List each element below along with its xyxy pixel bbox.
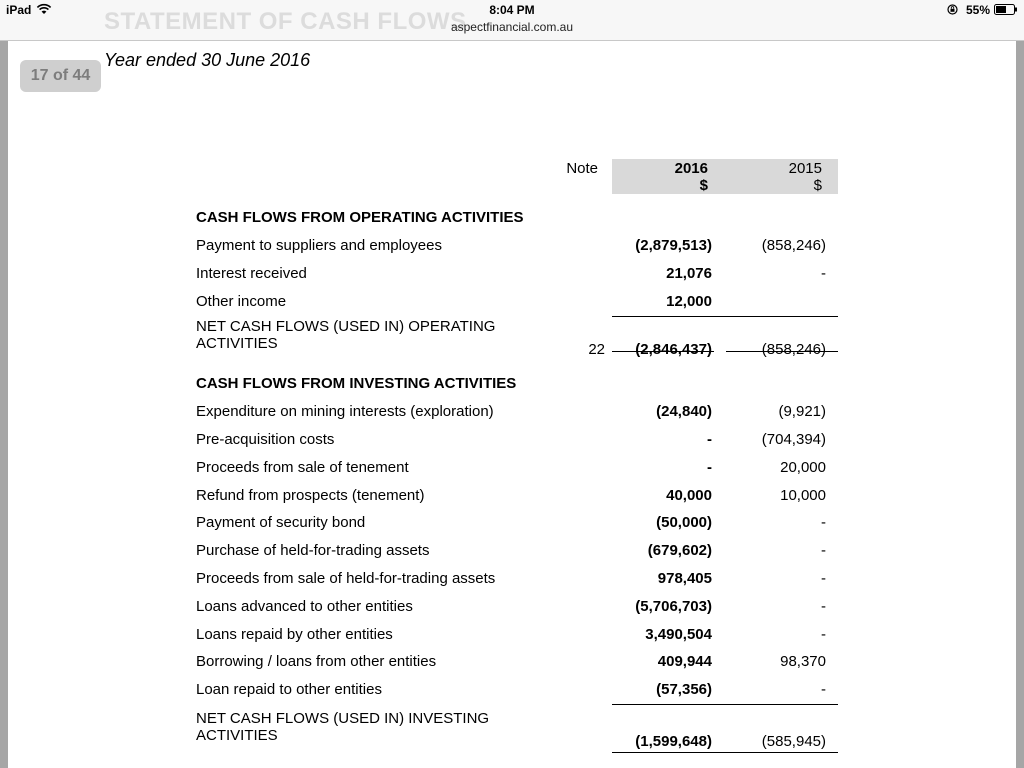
table-row <box>0 487 1024 509</box>
investing-total-row <box>0 710 1024 750</box>
value-2016: 409,944 <box>657 653 712 670</box>
operating-total-row <box>0 318 1024 358</box>
row-label: Loan repaid to other entities <box>196 681 382 698</box>
value-2015: 98,370 <box>780 653 826 670</box>
value-2016: 978,405 <box>657 570 712 587</box>
value-2016: (679,602) <box>647 542 712 559</box>
table-row <box>0 403 1024 425</box>
investing-section-heading: CASH FLOWS FROM INVESTING ACTIVITIES <box>196 375 517 392</box>
year-2015-header <box>726 160 822 194</box>
address-bar[interactable] <box>0 20 1024 34</box>
table-row <box>0 653 1024 675</box>
value-2015: - <box>821 681 826 698</box>
value-2016: (5,706,703) <box>635 598 712 615</box>
row-label: Loans advanced to other entities <box>196 598 413 615</box>
value-2016: (50,000) <box>656 514 712 531</box>
value-2015: 10,000 <box>780 487 826 504</box>
value-2016: 21,076 <box>666 265 712 282</box>
table-row <box>0 237 1024 259</box>
row-label: Proceeds from sale of tenement <box>196 459 409 476</box>
row-label: Loans repaid by other entities <box>196 626 393 643</box>
value-2016: 3,490,504 <box>645 626 712 643</box>
value-2015: (704,394) <box>761 431 826 448</box>
value-2015: - <box>821 598 826 615</box>
total-rule-2015 <box>726 351 838 352</box>
value-2016: (24,840) <box>656 403 712 420</box>
year-2015-label: 2015 <box>788 160 822 177</box>
value-2016: (2,879,513) <box>635 237 712 254</box>
device-label: iPad <box>6 3 32 17</box>
total-value-2015: (585,945) <box>761 733 826 750</box>
table-row <box>0 293 1024 315</box>
value-2016: (57,356) <box>656 681 712 698</box>
total-rule <box>612 752 838 753</box>
total-label: NET CASH FLOWS (USED IN) INVESTING ACTIVITIES <box>196 710 490 744</box>
value-2015: - <box>821 570 826 587</box>
note-column-header: Note <box>566 160 598 177</box>
clock: 8:04 PM <box>489 3 535 17</box>
table-row <box>0 265 1024 287</box>
total-rule-2016 <box>612 351 714 352</box>
value-2016: 12,000 <box>666 293 712 310</box>
row-label: Pre-acquisition costs <box>196 431 335 448</box>
table-row <box>0 681 1024 703</box>
row-label: Other income <box>196 293 287 310</box>
table-row <box>0 431 1024 453</box>
total-value-2015: (858,246) <box>761 341 826 358</box>
subtotal-rule <box>612 704 838 705</box>
year-2016-unit: $ <box>699 177 708 194</box>
value-2015: (858,246) <box>761 237 826 254</box>
value-2016: - <box>707 431 712 448</box>
year-2015-unit: $ <box>813 177 822 194</box>
year-2016-header <box>612 160 708 194</box>
row-label: Proceeds from sale of held-for-trading assets <box>196 570 496 587</box>
value-2015: - <box>821 514 826 531</box>
row-label: Purchase of held-for-trading assets <box>196 542 430 559</box>
row-label: Payment to suppliers and employees <box>196 237 442 254</box>
total-value-2016: (2,846,437) <box>635 341 712 358</box>
table-row <box>0 542 1024 564</box>
operating-section-heading: CASH FLOWS FROM OPERATING ACTIVITIES <box>196 209 524 226</box>
url-text: aspectfinancial.com.au <box>450 20 574 34</box>
year-2016-label: 2016 <box>674 160 708 177</box>
statement-subtitle: Year ended 30 June 2016 <box>104 50 311 70</box>
page-counter: 17 of 44 <box>20 60 101 92</box>
total-label: NET CASH FLOWS (USED IN) OPERATING ACTIVITIES <box>196 318 496 352</box>
value-2015: - <box>821 265 826 282</box>
orientation-lock-icon <box>947 4 958 15</box>
table-row <box>0 459 1024 481</box>
battery-percent: 55% <box>966 3 991 17</box>
value-2015: - <box>821 542 826 559</box>
total-note: 22 <box>588 341 605 358</box>
value-2015: - <box>821 626 826 643</box>
row-label: Payment of security bond <box>196 514 366 531</box>
row-label: Refund from prospects (tenement) <box>196 487 425 504</box>
status-bar <box>0 0 1024 41</box>
row-label: Interest received <box>196 265 307 282</box>
page-header-ghost: STATEMENT OF CASH FLOWS <box>104 8 467 35</box>
table-row <box>0 570 1024 592</box>
table-row <box>0 626 1024 648</box>
row-label: Expenditure on mining interests (exploration) <box>196 403 494 420</box>
subtotal-rule <box>612 316 838 317</box>
value-2015: (9,921) <box>778 403 826 420</box>
battery-icon <box>994 4 1018 15</box>
value-2016: - <box>707 459 712 476</box>
value-2015: 20,000 <box>780 459 826 476</box>
table-row <box>0 514 1024 536</box>
table-row <box>0 598 1024 620</box>
total-value-2016: (1,599,648) <box>635 733 712 750</box>
value-2016: 40,000 <box>666 487 712 504</box>
row-label: Borrowing / loans from other entities <box>196 653 437 670</box>
